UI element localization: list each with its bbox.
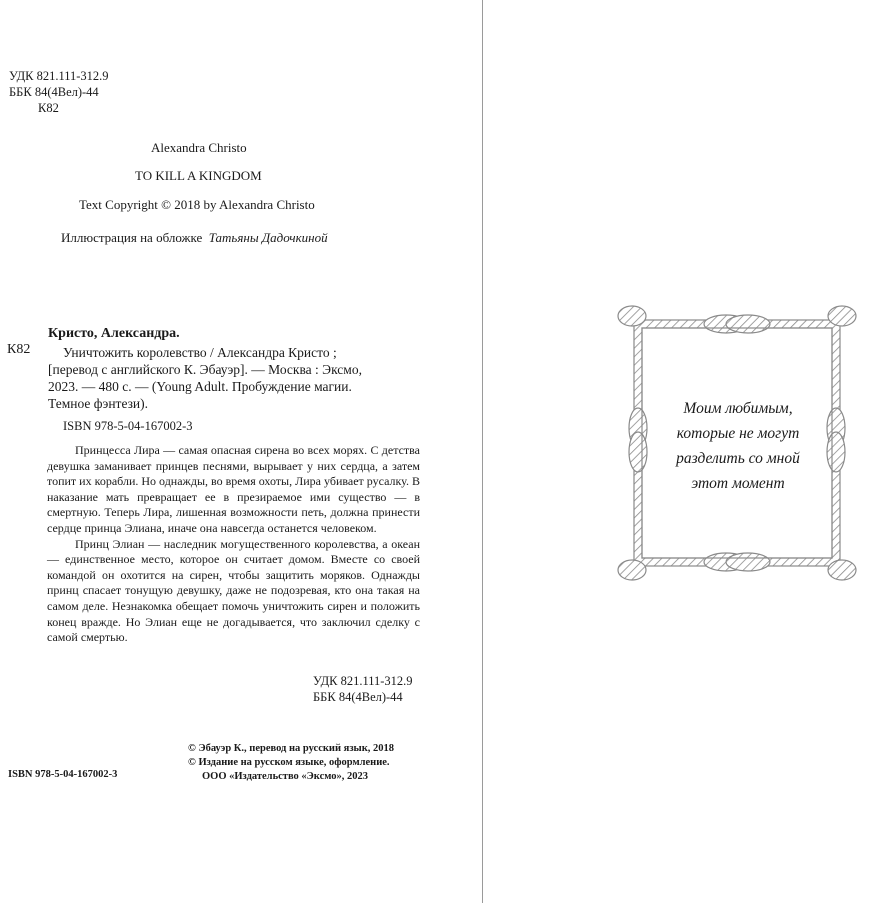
illustrator-name: Татьяны Дадочкиной	[208, 230, 328, 245]
annotation-paragraph: Принц Элиан — наследник могущественного королевства, а океан — единственное место, которое он считает домом. Вместе со своей командой он охотится на сирен, чтобы защитить моряков. Однажды принц спасает тонущую девушку, даже не подозревая, кто она такая на самом деле. Незнакомка обещает помочь уничтожить сирен и положить конец вражде. Но Элиан еще не догадывается, что заключил сделку с самой смертью.	[47, 536, 420, 645]
code-side: К82	[7, 342, 31, 357]
copyright-line: © Издание на русском языке, оформление.	[188, 757, 390, 768]
bib-line: Уничтожить королевство / Александра Кристо ;	[63, 345, 337, 360]
bib-line: 2023. — 480 с. — (Young Adult. Пробуждение магии.	[48, 379, 352, 394]
right-page	[484, 0, 889, 903]
annotation-paragraph: Принцесса Лира — самая опасная сирена во всех морях. С детства девушка заманивает принцев песнями, вырывает у них сердца, а затем топит их корабли. Но однажды, во время охоты, Лира убивает русалку. В наказание мать превращает ее в презираемое ими существо — в смертную. Теперь Лира, лишенная возможности петь, должна принести сердце принца Элиана, иначе она навсегда останется человеком.	[47, 443, 420, 535]
illustration-label: Иллюстрация на обложке	[61, 230, 203, 245]
original-author: Alexandra Christo	[151, 140, 247, 155]
dedication	[654, 396, 822, 496]
udk-bottom: УДК 821.111-312.9	[313, 674, 413, 688]
dedication-line: разделить со мной	[676, 450, 800, 467]
page-gutter-divider	[482, 0, 483, 903]
dedication-line: которые не могут	[676, 425, 800, 442]
udk-top: УДК 821.111-312.9	[9, 69, 109, 83]
author-heading: Кристо, Александра.	[48, 326, 180, 341]
isbn-bottom: ISBN 978-5-04-167002-3	[8, 769, 118, 780]
dedication-line: этот момент	[691, 475, 785, 492]
bib-line: Темное фэнтези).	[48, 396, 149, 411]
copyright-line: © Эбауэр К., перевод на русский язык, 2018	[188, 743, 395, 754]
original-title: TO KILL A KINGDOM	[135, 168, 262, 183]
annotation	[47, 443, 420, 646]
dedication-line: Моим любимым,	[683, 400, 793, 417]
isbn: ISBN 978-5-04-167002-3	[63, 419, 193, 433]
bbk-top: ББК 84(4Вел)-44	[9, 85, 99, 99]
copyright-line: ООО «Издательство «Эксмо», 2023	[202, 771, 369, 782]
illustration-credit	[61, 229, 328, 246]
bib-line: [перевод с английского К. Эбауэр]. — Москва : Эксмо,	[48, 362, 362, 377]
copyright-en: Text Copyright © 2018 by Alexandra Christo	[79, 197, 315, 212]
code-top: К82	[38, 101, 59, 115]
bbk-bottom: ББК 84(4Вел)-44	[313, 690, 403, 704]
